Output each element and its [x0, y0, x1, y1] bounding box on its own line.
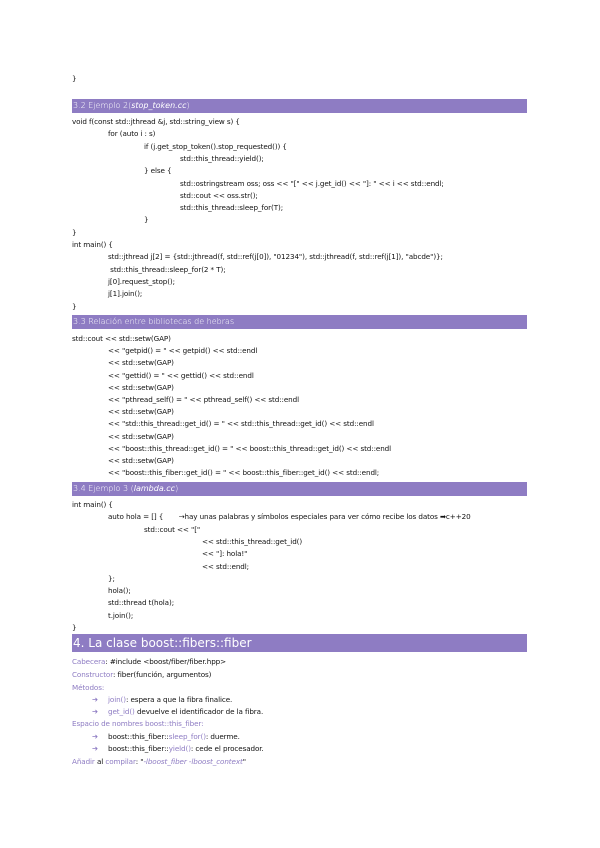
code-line: void f(const std::jthread &j, std::string_view s) {	[72, 117, 240, 126]
code-line: std::thread t(hola);	[108, 598, 175, 608]
method-desc: devuelve el identificador de la fibra.	[134, 707, 264, 716]
section-heading-3-4	[72, 482, 527, 496]
code-line: << "std::this_thread::get_id() = " << std::this_thread::get_id() << std::endl	[108, 419, 374, 429]
compilar-word: compilar	[105, 757, 136, 766]
code-line: << std::setw(GAP)	[108, 358, 174, 368]
arrow-right-icon: ➔	[92, 744, 98, 753]
compilar-quote-end: "	[242, 757, 246, 766]
espacio-prefix: boost::this_fiber::	[108, 744, 169, 753]
code-line: std::this_thread::sleep_for(T);	[180, 203, 284, 213]
compilar-al: al	[94, 757, 106, 766]
espacio-name: yield()	[168, 744, 191, 753]
constructor-line	[72, 669, 211, 681]
code-line: t.join();	[108, 610, 134, 620]
code-line: }	[144, 215, 149, 225]
espacio-desc: : cede el procesador.	[190, 744, 264, 753]
code-line: int main() {	[72, 240, 113, 249]
espacio-colon: :	[201, 719, 204, 728]
heading-text: 3.4 Ejemplo 3 (	[73, 484, 134, 493]
code-line: hola();	[108, 586, 131, 596]
heading-filename: stop_token.cc	[131, 101, 187, 110]
code-line: std::ostringstream oss; oss << "[" << j.get_id() << "]: " << i << std::endl;	[180, 178, 444, 188]
code-line: std::cout << oss.str();	[180, 190, 258, 200]
code-line: << std::this_thread::get_id()	[202, 536, 303, 546]
code-line: std::cout << "["	[144, 524, 201, 534]
code-line: for (auto i : s)	[108, 129, 156, 139]
code-line: << "boost::this_thread::get_id() = " << boost::this_thread::get_id() << std::endl	[108, 443, 392, 453]
section-heading-3-2	[72, 99, 527, 113]
code-line: };	[108, 573, 115, 583]
metodos-line	[72, 682, 104, 694]
method-item	[92, 706, 263, 718]
constructor-value: : fiber(función, argumentos)	[112, 670, 212, 679]
code-line: j[1].join();	[108, 289, 143, 299]
code-line: std::this_thread::yield();	[180, 153, 264, 163]
metodos-colon: :	[101, 683, 105, 692]
code-line: << "pthread_self() = " << pthread_self() << std::endl	[108, 395, 300, 404]
espacio-item	[92, 743, 264, 755]
code-line: << "gettid() = " << gettid() << std::endl	[108, 370, 254, 380]
cabecera-line	[72, 656, 226, 668]
cabecera-label: Cabecera	[72, 657, 106, 666]
code-line: }	[72, 623, 77, 632]
espacio-item	[92, 731, 240, 743]
code-line: << std::setw(GAP)	[108, 456, 174, 465]
code-line: std::jthread j[2] = {std::jthread(f, std::ref(j[0]), "01234"), std::jthread(f, std::ref(j[1]), "abcde")};	[108, 252, 443, 262]
espacio-desc: : duerme.	[205, 732, 240, 741]
section-heading-4: 4. La clase boost::fibers::fiber	[72, 634, 527, 652]
code-line: << std::endl;	[202, 561, 249, 571]
compilar-line	[72, 756, 246, 768]
code-line: auto hola = [] { →hay unas palabras y símbolos especiales para ver cómo recibe los datos ➡c++20	[108, 512, 471, 522]
code-line: if (j.get_stop_token().stop_requested()) {	[144, 141, 287, 151]
code-line: } else {	[144, 166, 172, 176]
constructor-label: Constructor	[72, 670, 113, 679]
method-name: get_id()	[108, 707, 135, 716]
code-line: << "]: hola!"	[202, 549, 248, 559]
compilar-flags: -lboost_fiber -lboost_context	[143, 757, 243, 766]
code-line: << "getpid() = " << getpid() << std::endl	[108, 346, 258, 356]
arrow-right-icon: ➔	[92, 707, 98, 716]
heading-text: 3.2 Ejemplo 2(	[73, 101, 132, 110]
compilar-add: Añadir	[72, 757, 95, 766]
arrow-right-icon: ➔	[92, 695, 98, 704]
cabecera-value: : #include <boost/fiber/fiber.hpp>	[105, 657, 227, 666]
metodos-label: Métodos	[72, 683, 102, 692]
espacio-label: Espacio de nombres boost::this_fiber	[72, 719, 202, 728]
method-name: join()	[108, 695, 126, 704]
code-line: }	[72, 301, 77, 311]
code-line: std::cout << std::setw(GAP)	[72, 334, 171, 343]
code-line: << std::setw(GAP)	[108, 431, 174, 441]
compilar-quote: : "	[135, 757, 144, 766]
code-line: std::this_thread::sleep_for(2 * T);	[108, 264, 226, 274]
espacio-name: sleep_for()	[168, 732, 206, 741]
heading-filename: lambda.cc	[133, 484, 176, 493]
code-line: j[0].request_stop();	[108, 276, 175, 286]
heading-text-end: )	[175, 484, 179, 493]
method-desc: : espera a que la fibra finalice.	[125, 695, 233, 704]
code-line: << "boost::this_fiber::get_id() = " << boost::this_fiber::get_id() << std::endl;	[108, 468, 380, 478]
method-item	[92, 694, 232, 706]
arrow-right-icon: ➔	[92, 732, 98, 741]
heading-text-end: )	[186, 101, 190, 110]
code-line: << std::setw(GAP)	[108, 407, 174, 417]
code-line: int main() {	[72, 500, 113, 509]
espacio-line	[72, 718, 203, 730]
code-line: }	[72, 74, 77, 83]
code-line: }	[72, 227, 77, 237]
code-line: << std::setw(GAP)	[108, 382, 174, 392]
espacio-prefix: boost::this_fiber::	[108, 732, 169, 741]
section-heading-3-3: 3.3 Relación entre bibliotecas de hebras	[72, 315, 527, 329]
